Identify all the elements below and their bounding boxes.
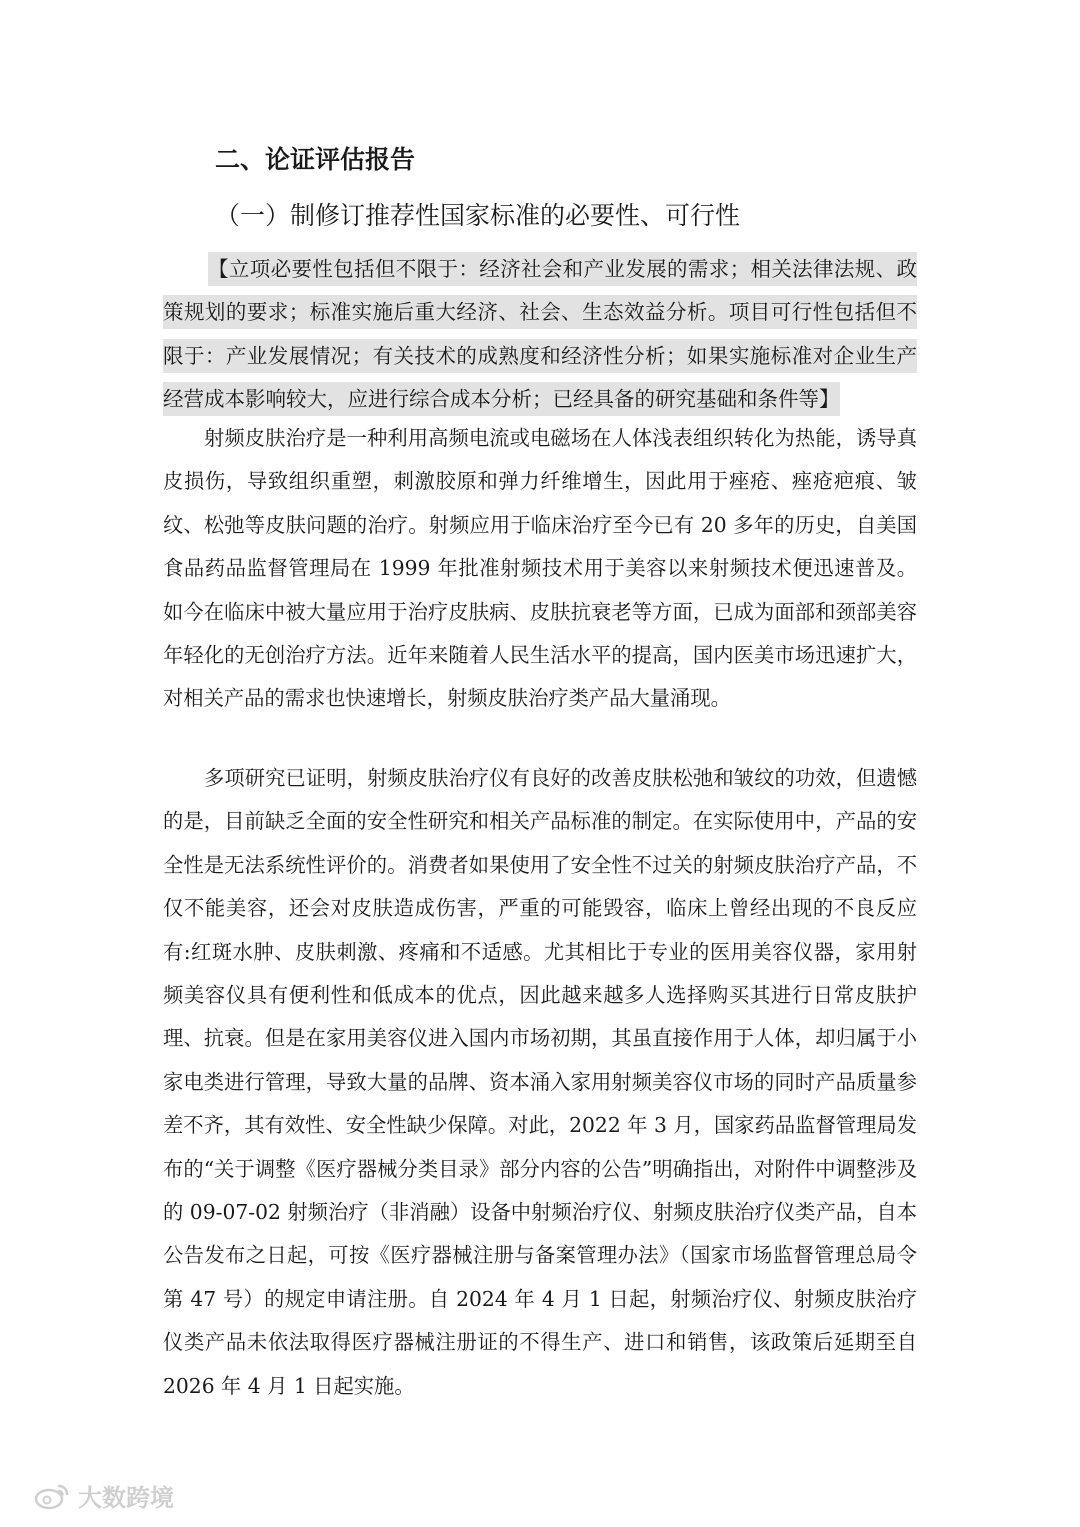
body-paragraph-2: 多项研究已证明，射频皮肤治疗仪有良好的改善皮肤松弛和皱纹的功效，但遗憾的是，目前缺乏全面的安全性研究和相关产品标准的制定。在实际使用中，产品的安全性是无法系统性评价的。消费者如果使用了安全性不过关的射频皮肤治疗产品，不仅不能美容，还会对皮肤造成伤害，严重的可能毁容，临床上曾经出现的不良反应有:红斑水肿、皮肤刺激、疼痛和不适感。尤其相比于专业的医用美容仪器，家用射频美容仪具有便利性和低成本的优点，因此越来越多人选择购买其进行日常皮肤护理、抗衰。但是在家用美容仪进入国内市场初期，其虽直接作用于人体，却归属于小家电类进行管理，导致大量的品牌、资本涌入家用射频美容仪市场的同时产品质量参差不齐，其有效性、安全性缺少保障。对此，2022 年 3 月，国家药品监督管理局发布的“关于调整《医疗器械分类目录》部分内容的公告”明确指出，对附件中调整涉及的 09-07-02 射频治疗（非消融）设备中射频治疗仪、射频皮肤治疗仪类产品，自本公告发布之日起，可按《医疗器械注册与备案管理办法》（国家市场监督管理总局令第 47 号）的规定申请注册。自 2024 年 4 月 1 日起，射频治疗仪、射频皮肤治疗仪类产品未依法取得医疗器械注册证的不得生产、进口和销售，该政策后延期至自 2026 年 4 月 1 日起实施。	[163, 766, 917, 1398]
guideline-note-text: 【立项必要性包括但不限于：经济社会和产业发展的需求；相关法律法规、政策规划的要求；标准实施后重大经济、社会、生态效益分析。项目可行性包括但不限于：产业发展情况；有关技术的成熟度和经济性分析；如果实施标准对企业生产经营成本影响较大，应进行综合成本分析；已经具备的研究基础和条件等】	[163, 252, 917, 416]
watermark	[32, 1478, 174, 1513]
subsection-heading: （一）制修订推荐性国家标准的必要性、可行性	[215, 201, 741, 230]
section-heading: 二、论证评估报告	[215, 145, 416, 174]
guideline-note	[163, 248, 917, 421]
weibo-logo-icon	[32, 1481, 72, 1511]
watermark-text: 大数跨境	[78, 1484, 174, 1512]
body-paragraph-1: 射频皮肤治疗是一种利用高频电流或电磁场在人体浅表组织转化为热能，诱导真皮损伤，导致组织重塑，刺激胶原和弹力纤维增生，因此用于痤疮、痤疮疤痕、皱纹、松弛等皮肤问题的治疗。射频应用于临床治疗至今已有 20 多年的历史，自美国食品药品监督管理局在 1999 年批准射频技术用于美容以来射频技术便迅速普及。如今在临床中被大量应用于治疗皮肤病、皮肤抗衰老等方面，已成为面部和颈部美容年轻化的无创治疗方法。近年来随着人民生活水平的提高，国内医美市场迅速扩大，对相关产品的需求也快速增长，射频皮肤治疗类产品大量涌现。	[163, 426, 917, 711]
